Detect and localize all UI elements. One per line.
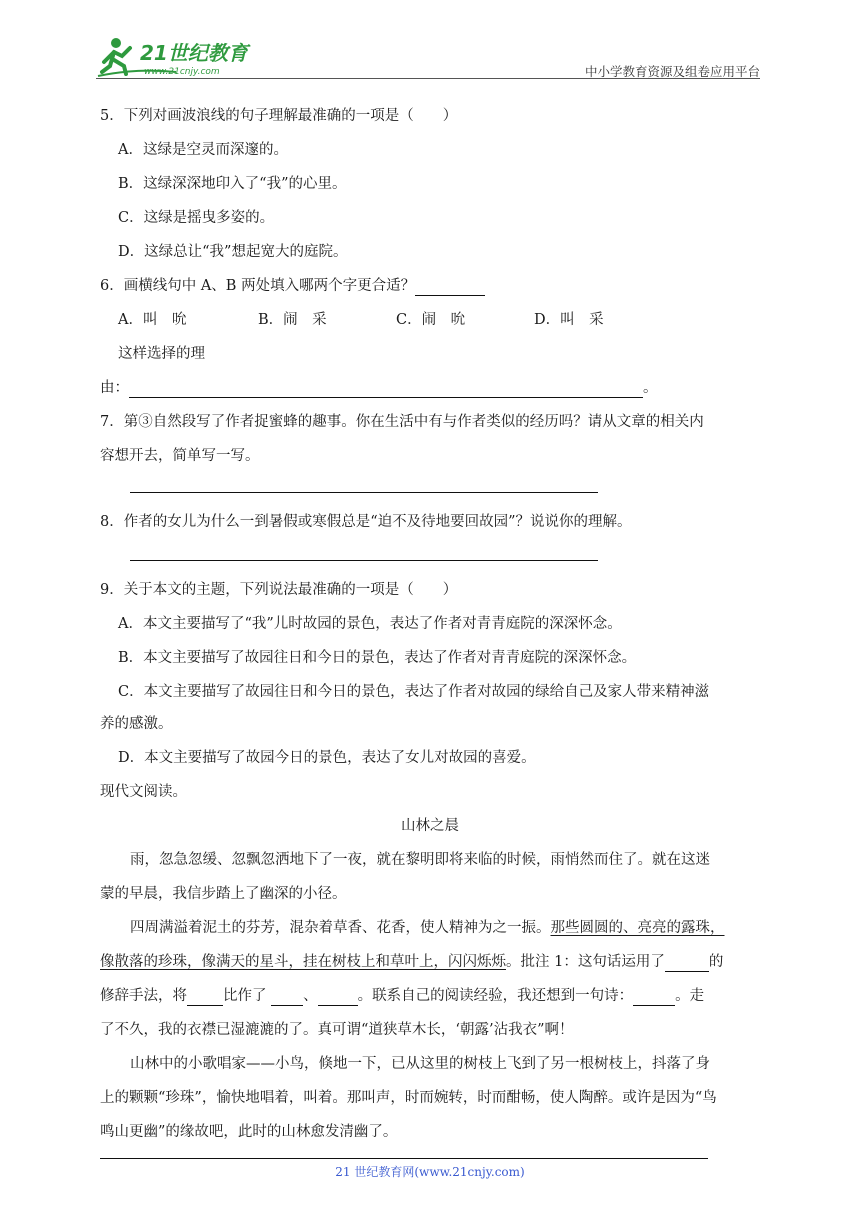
q6-reason-label: 由： xyxy=(100,380,129,396)
passage-p3-line2: 上的颗颗“珍珠”，愉快地唱着，叫着。那叫声，时而婉转，时而酣畅，使人陶醉。或许是因为“鸟 xyxy=(100,1090,717,1106)
underlined-sentence-part2: 像散落的珍珠，像满天的星斗，挂在树枝上和草叶上，闪闪烁烁 xyxy=(100,954,506,970)
q8-stem: 8．作者的女儿为什么一到暑假或寒假总是“迫不及待地要回故园”？说说你的理解。 xyxy=(100,514,632,530)
q9-option-d: D．本文主要描写了故园今日的景色，表达了女儿对故园的喜爱。 xyxy=(118,750,536,766)
q6-reason-blank[interactable] xyxy=(129,381,643,398)
q6-reason-end: 。 xyxy=(643,380,658,396)
passage-p1-line2: 蒙的早晨，我信步踏上了幽深的小径。 xyxy=(100,886,347,902)
object-blank-2[interactable] xyxy=(318,989,358,1006)
svg-text:www.21cnjy.com: www.21cnjy.com xyxy=(144,67,220,77)
rhetoric-blank[interactable] xyxy=(665,955,709,972)
object-blank-1[interactable] xyxy=(271,989,303,1006)
q9-option-c-line2: 养的感激。 xyxy=(100,716,173,732)
footer-divider xyxy=(100,1158,708,1159)
passage-p1-line1: 雨，忽急忽缓、忽飘忽洒地下了一夜，就在黎明即将来临的时候，雨悄然而住了。就在这迷 xyxy=(130,852,710,868)
q9-option-b: B．本文主要描写了故园往日和今日的景色，表达了作者对青青庭院的深深怀念。 xyxy=(118,650,637,666)
svg-text:21世纪教育: 21世纪教育 xyxy=(140,41,248,65)
q7-stem-line1: 7．第③自然段写了作者捉蜜蜂的趣事。你在生活中有与作者类似的经历吗？请从文章的相关内 xyxy=(100,414,704,430)
passage-title: 山林之晨 xyxy=(401,818,459,834)
q9-stem: 9．关于本文的主题，下列说法最准确的一项是（ ） xyxy=(100,582,458,598)
annotation-label: 。批注 1：这句话运用了 xyxy=(506,954,665,970)
q5-option-d: D．这绿总让“我”想起宽大的庭院。 xyxy=(118,244,348,260)
passage-p2-line4: 了不久，我的衣襟已湿漉漉的了。真可谓“道狭草木长，‘朝露’沾我衣”啊！ xyxy=(100,1022,574,1038)
passage-p2-line3: 修辞手法，将 比作了 、 。联系自己的阅读经验，我还想到一句诗： 。走 xyxy=(100,988,705,1004)
q6-option-b: B．闹 采 xyxy=(258,312,327,328)
passage-p3-line3: 鸣山更幽”的缘故吧，此时的山林愈发清幽了。 xyxy=(100,1124,398,1140)
q6-reason-prefix: 这样选择的理 xyxy=(118,346,205,362)
footer-link[interactable]: 21 世纪教育网(www.21cnjy.com) xyxy=(335,1165,525,1179)
q6-stem: 6．画横线句中 A、B 两处填入哪两个字更合适？ xyxy=(100,278,416,294)
q6-option-a: A．叫 吮 xyxy=(118,312,187,328)
q8-answer-line[interactable] xyxy=(130,560,598,561)
q5-option-b: B．这绿深深地印入了“我”的心里。 xyxy=(118,176,347,192)
q5-stem: 5．下列对画波浪线的句子理解最准确的一项是（ ） xyxy=(100,108,458,124)
subject-blank[interactable] xyxy=(187,989,223,1006)
poem-blank[interactable] xyxy=(633,989,675,1006)
q6-option-c: C．闹 吮 xyxy=(396,312,466,328)
q9-option-c-line1: C．本文主要描写了故园往日和今日的景色，表达了作者对故园的绿给自己及家人带来精神滋 xyxy=(118,684,710,700)
section-heading: 现代文阅读。 xyxy=(100,784,187,800)
underlined-sentence-part1: 那些圆圆的、亮亮的露珠， xyxy=(550,920,725,936)
passage-p2-text: 四周满溢着泥土的芬芳，混杂着草香、花香，使人精神为之一振。 xyxy=(130,920,551,936)
q6-stem-line xyxy=(100,276,485,296)
platform-name: 中小学教育资源及组卷应用平台 xyxy=(584,64,760,79)
passage-p3-line1: 山林中的小歌唱家——小鸟，倏地一下，已从这里的树枝上飞到了另一根树枝上，抖落了身 xyxy=(130,1056,710,1072)
passage-p2-line1 xyxy=(130,918,725,938)
q6-reason-line xyxy=(100,378,658,398)
q9-option-a: A．本文主要描写了“我”儿时故园的景色，表达了作者对青青庭院的深深怀念。 xyxy=(118,616,622,632)
page-header xyxy=(96,32,760,80)
q7-stem-line2: 容想开去，简单写一写。 xyxy=(100,448,260,464)
logo-21cnjy xyxy=(96,32,266,80)
q7-answer-line[interactable] xyxy=(130,492,598,493)
passage-p2-line2: 像散落的珍珠，像满天的星斗，挂在树枝上和草叶上，闪闪烁烁。批注 1：这句话运用了 的 xyxy=(100,954,724,970)
q5-option-a: A．这绿是空灵而深邃的。 xyxy=(118,142,288,158)
q6-answer-blank[interactable] xyxy=(415,279,485,296)
header-divider xyxy=(96,78,760,79)
q5-option-c: C．这绿是摇曳多姿的。 xyxy=(118,210,275,226)
q6-option-d: D．叫 采 xyxy=(534,312,604,328)
